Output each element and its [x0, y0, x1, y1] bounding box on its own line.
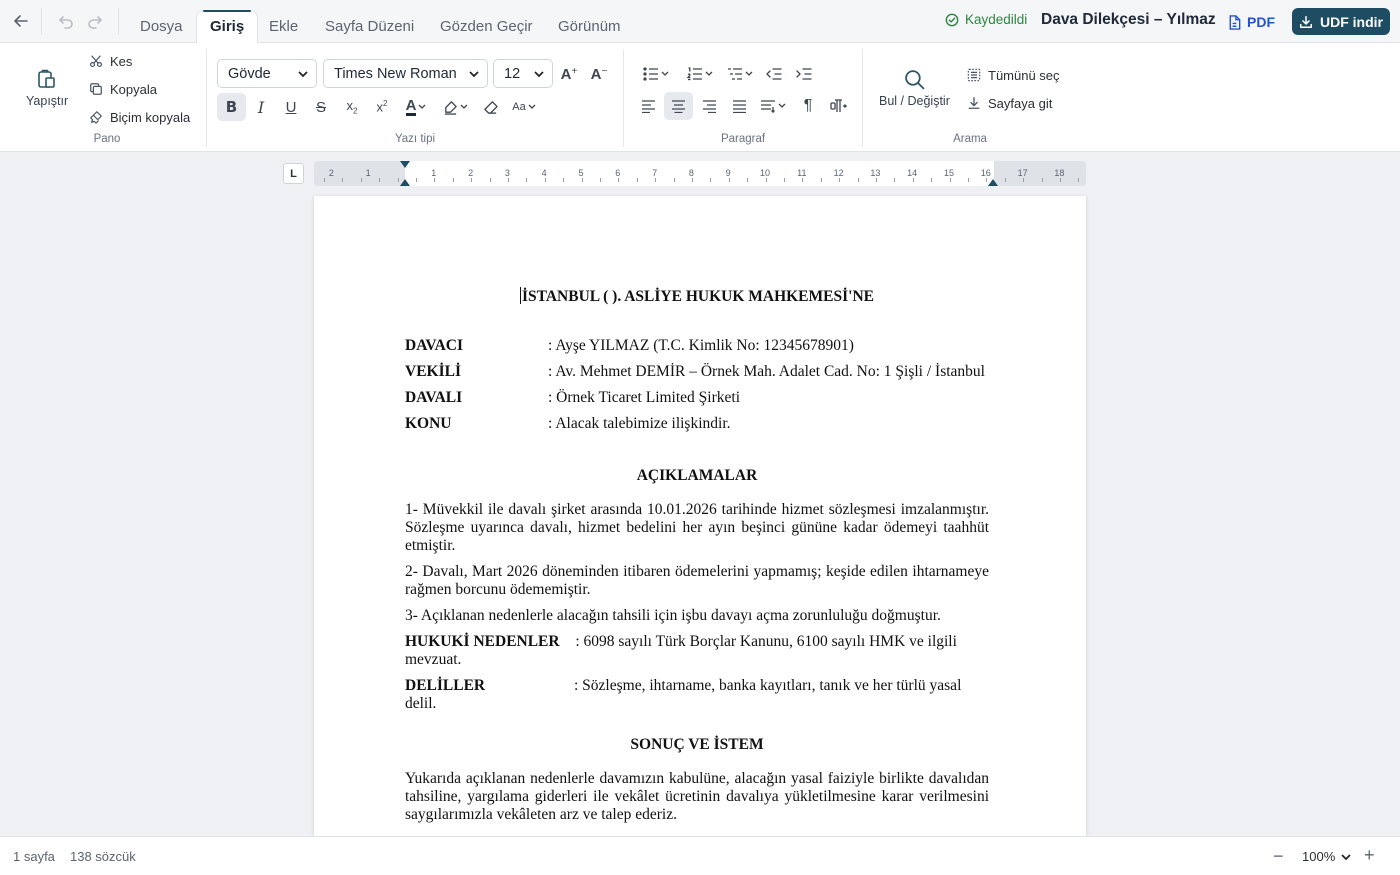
party-value: : Av. Mehmet DEMİR – Örnek Mah. Adalet Cad. No: 1 Şişli / İstanbul	[548, 363, 985, 380]
divider	[41, 8, 42, 35]
format-painter-label: Biçim kopyala	[110, 109, 191, 125]
ruler-tick	[968, 178, 969, 182]
page-count: 1 sayfa	[13, 849, 55, 864]
check-circle-icon	[945, 13, 959, 27]
zoom-value: 100%	[1302, 849, 1336, 864]
increase-indent-icon[interactable]	[795, 61, 813, 87]
ruler-number: 6	[615, 168, 621, 178]
explanation-paragraph: 3- Açıklanan nedenlerle alacağın tahsili için işbu davayı açma zorunluluğu doğmuştur.	[405, 607, 941, 624]
ruler-tick	[710, 178, 711, 182]
group-label-font: Yazı tipi	[394, 133, 436, 145]
ruler-number: 4	[541, 168, 547, 178]
text-cursor	[520, 287, 521, 304]
party-label: DAVACI	[405, 337, 464, 354]
pdf-button-label: PDF	[1247, 14, 1275, 30]
tab-stop-selector[interactable]: L	[283, 163, 304, 184]
font-family-select[interactable]	[323, 59, 488, 88]
decrease-indent-icon[interactable]	[765, 61, 783, 87]
style-select[interactable]	[217, 59, 317, 88]
ruler-number: 5	[578, 168, 584, 178]
ruler-tick	[342, 178, 343, 182]
redo-icon[interactable]	[85, 11, 105, 31]
document-page[interactable]	[314, 196, 1086, 836]
ruler-tick	[876, 178, 877, 182]
find-replace-button[interactable]	[879, 69, 950, 108]
ruler-tick	[379, 178, 380, 182]
ribbon	[0, 43, 1400, 152]
party-value: : Örnek Ticaret Limited Şirketi	[548, 389, 741, 406]
ruler-number: 18	[1054, 168, 1065, 178]
ruler-number: 17	[1017, 168, 1028, 178]
ruler-number: 1	[365, 168, 371, 178]
ruler-tick	[729, 178, 730, 182]
right-margin-area	[994, 161, 1086, 186]
pilcrow-icon[interactable]: ¶	[803, 97, 813, 114]
ruler-tick	[398, 178, 399, 182]
tab-dosya[interactable]: Dosya	[140, 18, 183, 35]
explanation-paragraph: 2- Davalı, Mart 2026 döneminden itibaren ödemelerini yapmamış; keşide edilen ihtarnameye rağmen borcunu ödememiştir.	[405, 563, 989, 598]
result-heading: SONUÇ VE İSTEM	[630, 736, 764, 753]
ruler-tick	[508, 178, 509, 182]
multilevel-list-icon[interactable]	[725, 61, 755, 87]
download-icon	[1299, 15, 1313, 29]
justify-icon[interactable]	[729, 93, 749, 119]
font-size-value: 12	[504, 65, 521, 82]
ruler-number: 9	[725, 168, 731, 178]
ruler-number: 13	[870, 168, 881, 178]
udf-download-label: UDF indir	[1320, 13, 1383, 30]
shrink-font-icon[interactable]: A −	[590, 65, 608, 83]
ruler-tick	[674, 178, 675, 182]
ruler-tick	[784, 178, 785, 182]
font-family-value: Times New Roman	[334, 65, 457, 82]
legal-grounds-value: : 6098 sayılı Türk Borçlar Kanunu, 6100 sayılı HMK ve ilgili mevzuat.	[405, 633, 957, 668]
ruler-tick	[913, 178, 914, 182]
document-title: Dava Dilekçesi – Yılmaz	[1041, 11, 1216, 28]
word-count: 138 sözcük	[70, 849, 136, 864]
party-row	[405, 337, 1005, 357]
divider	[118, 8, 119, 35]
divider	[862, 49, 863, 147]
ruler-tick	[582, 178, 583, 182]
highlight-icon[interactable]	[440, 94, 470, 120]
ruler-tick	[471, 178, 472, 182]
ruler-tick	[490, 178, 491, 182]
group-label-clipboard: Pano	[93, 133, 121, 145]
ruler-tick	[894, 178, 895, 182]
ruler-number: 7	[652, 168, 658, 178]
ruler-tick	[839, 178, 840, 182]
font-color-icon[interactable]: A	[401, 94, 431, 120]
ruler-tick	[324, 178, 325, 182]
party-label: VEKİLİ	[405, 363, 461, 380]
tab-sayfa-duzeni[interactable]: Sayfa Düzeni	[325, 18, 415, 35]
ruler-number: 11	[797, 168, 807, 178]
search-icon	[904, 69, 925, 90]
udf-download-button[interactable]	[1292, 8, 1390, 35]
left-margin-area	[314, 161, 405, 186]
ruler-number: 10	[759, 168, 771, 178]
align-right-icon[interactable]	[699, 93, 719, 119]
party-value: : Ayşe YILMAZ (T.C. Kimlik No: 12345678901)	[548, 337, 854, 354]
cut-label: Kes	[110, 53, 133, 69]
ruler-tick	[766, 178, 767, 182]
chevron-down-icon	[1341, 853, 1351, 861]
ruler-number: 2	[468, 168, 474, 178]
ruler-tick	[637, 178, 638, 182]
ruler-tick	[858, 178, 859, 182]
paste-button[interactable]	[26, 68, 68, 108]
ruler-tick	[1042, 178, 1043, 182]
left-indent-marker[interactable]	[400, 179, 410, 186]
zoom-in-button[interactable]: +	[1364, 845, 1375, 865]
ruler-tick	[453, 178, 454, 182]
ruler-number: 3	[504, 168, 510, 178]
go-to-page-button[interactable]	[967, 93, 1052, 113]
chevron-down-icon	[298, 70, 308, 78]
save-status-label: Kaydedildi	[965, 12, 1028, 27]
font-size-select[interactable]	[493, 59, 553, 88]
ruler-tick	[747, 178, 748, 182]
court-heading-text: İSTANBUL ( ). ASLİYE HUKUK MAHKEMESİ'NE	[522, 288, 874, 305]
copy-button[interactable]	[89, 79, 157, 99]
change-case-label: Aa	[512, 101, 526, 113]
ruler-tick	[821, 178, 822, 182]
ruler-tick	[526, 178, 527, 182]
ruler-number: 14	[907, 168, 918, 178]
select-all-label: Tümünü seç	[988, 67, 1060, 83]
eraser-icon[interactable]	[481, 94, 499, 120]
paste-label: Yapıştır	[26, 94, 69, 108]
result-paragraph: Yukarıda açıklanan nedenlerle davamızın kabulüne, alacağın yasal faiziyle birlikte davalıdan tahsiline, yargılama giderleri ile vekâlet ücretinin davalıya yükletilmesine karar verilmesini saygılarımızla vekâleten arz ve talep ederiz.	[405, 770, 989, 823]
party-value: : Alacak talebimize ilişkindir.	[548, 415, 731, 432]
top-bar	[0, 0, 1400, 43]
ruler-tick	[986, 178, 987, 182]
format-painter-button[interactable]	[89, 107, 190, 127]
status-bar	[0, 836, 1400, 875]
text-direction-icon[interactable]	[828, 93, 848, 119]
select-all-icon	[967, 68, 981, 82]
numbered-list-icon[interactable]	[682, 61, 718, 87]
ruler-tick	[361, 178, 362, 182]
ruler-tick	[1060, 178, 1061, 182]
select-all-button[interactable]	[967, 65, 1060, 85]
ruler-number: 15	[943, 168, 955, 178]
ruler-tick	[950, 178, 951, 182]
ruler-number: 8	[688, 168, 694, 178]
legal-grounds-label: HUKUKİ NEDENLER	[405, 633, 560, 650]
ruler-tick	[618, 178, 619, 182]
ruler-number: 16	[980, 168, 991, 178]
arrow-down-icon	[967, 96, 981, 110]
ruler-tick	[434, 178, 435, 182]
ruler-tick	[416, 178, 417, 182]
underline-icon[interactable]: U	[285, 98, 297, 116]
ruler-tick	[1023, 178, 1024, 182]
explanations-heading: AÇIKLAMALAR	[636, 467, 758, 484]
align-left-icon[interactable]	[638, 93, 658, 119]
go-to-page-label: Sayfaya git	[988, 95, 1053, 111]
strikethrough-icon[interactable]: S	[315, 98, 326, 116]
zoom-out-button[interactable]: −	[1273, 846, 1284, 866]
chevron-down-icon	[534, 70, 544, 78]
divider	[623, 49, 624, 147]
first-line-indent-marker[interactable]	[400, 161, 410, 168]
ruler-tick	[600, 178, 601, 182]
ruler-number: 12	[833, 168, 844, 178]
evidence-value: : Sözleşme, ihtarname, banka kayıtları, tanık ve her türlü yasal delil.	[405, 677, 962, 712]
group-label-search: Arama	[953, 133, 987, 145]
scissors-icon	[89, 54, 103, 68]
party-label: DAVALI	[405, 389, 463, 406]
file-icon	[1228, 15, 1241, 30]
tab-gozden-gecir[interactable]: Gözden Geçir	[440, 18, 533, 35]
align-center-icon[interactable]	[664, 92, 693, 120]
tab-ekle[interactable]: Ekle	[269, 18, 299, 35]
ruler-tick	[931, 178, 932, 182]
evidence	[405, 677, 989, 713]
ruler-tick	[655, 178, 656, 182]
right-indent-marker[interactable]	[988, 179, 998, 186]
paste-icon	[36, 68, 58, 90]
evidence-label: DELİLLER	[405, 677, 486, 694]
court-heading	[405, 287, 989, 306]
italic-icon[interactable]: I	[257, 97, 265, 117]
grow-font-icon[interactable]: A +	[560, 65, 578, 83]
divider	[206, 49, 207, 147]
back-arrow-icon[interactable]	[11, 11, 31, 31]
subscript-icon[interactable]: $x_2$	[346, 98, 358, 116]
ruler-tick	[563, 178, 564, 182]
pdf-button[interactable]	[1228, 10, 1275, 34]
copy-label: Kopyala	[110, 81, 157, 97]
explanation-paragraph: 1- Müvekkil ile davalı şirket arasında 10.01.2026 tarihinde hizmet sözleşmesi imzalanmıştır. Sözleşme uyarınca davalı, hizmet bedelini her ayın beşinci gününe kadar ödemeyi taahhüt etmiştir.	[405, 501, 989, 554]
copy-icon	[89, 82, 103, 96]
horizontal-ruler[interactable]	[314, 161, 1086, 186]
ruler-tick	[802, 178, 803, 182]
ruler-tick	[545, 178, 546, 182]
zoom-select[interactable]	[1302, 849, 1351, 864]
ruler-tick	[1005, 178, 1006, 182]
find-replace-label: Bul / Değiştir	[879, 94, 950, 108]
change-case-icon[interactable]	[509, 94, 539, 120]
chevron-down-icon	[469, 70, 479, 78]
party-label: KONU	[405, 415, 452, 432]
group-label-paragraph: Paragraf	[720, 133, 766, 145]
legal-grounds	[405, 633, 989, 669]
bullet-list-icon[interactable]	[638, 61, 674, 87]
tab-giris[interactable]: Giriş	[196, 10, 258, 44]
undo-icon[interactable]	[56, 11, 76, 31]
line-spacing-icon[interactable]	[758, 93, 788, 119]
tab-gorunum[interactable]: Görünüm	[558, 18, 621, 35]
save-status	[945, 12, 1027, 27]
ruler-tick	[692, 178, 693, 182]
style-select-value: Gövde	[228, 65, 271, 82]
party-row	[405, 389, 1005, 409]
ruler-number: 1	[431, 168, 437, 178]
ruler-tick	[1078, 178, 1079, 182]
superscript-icon[interactable]: $x^2$	[376, 99, 388, 115]
bold-icon[interactable]: B	[217, 93, 246, 121]
cut-button[interactable]	[89, 51, 132, 71]
party-row	[405, 363, 1005, 383]
party-row	[405, 415, 1005, 435]
ruler-number: 2	[328, 168, 334, 178]
brush-icon	[89, 110, 103, 124]
